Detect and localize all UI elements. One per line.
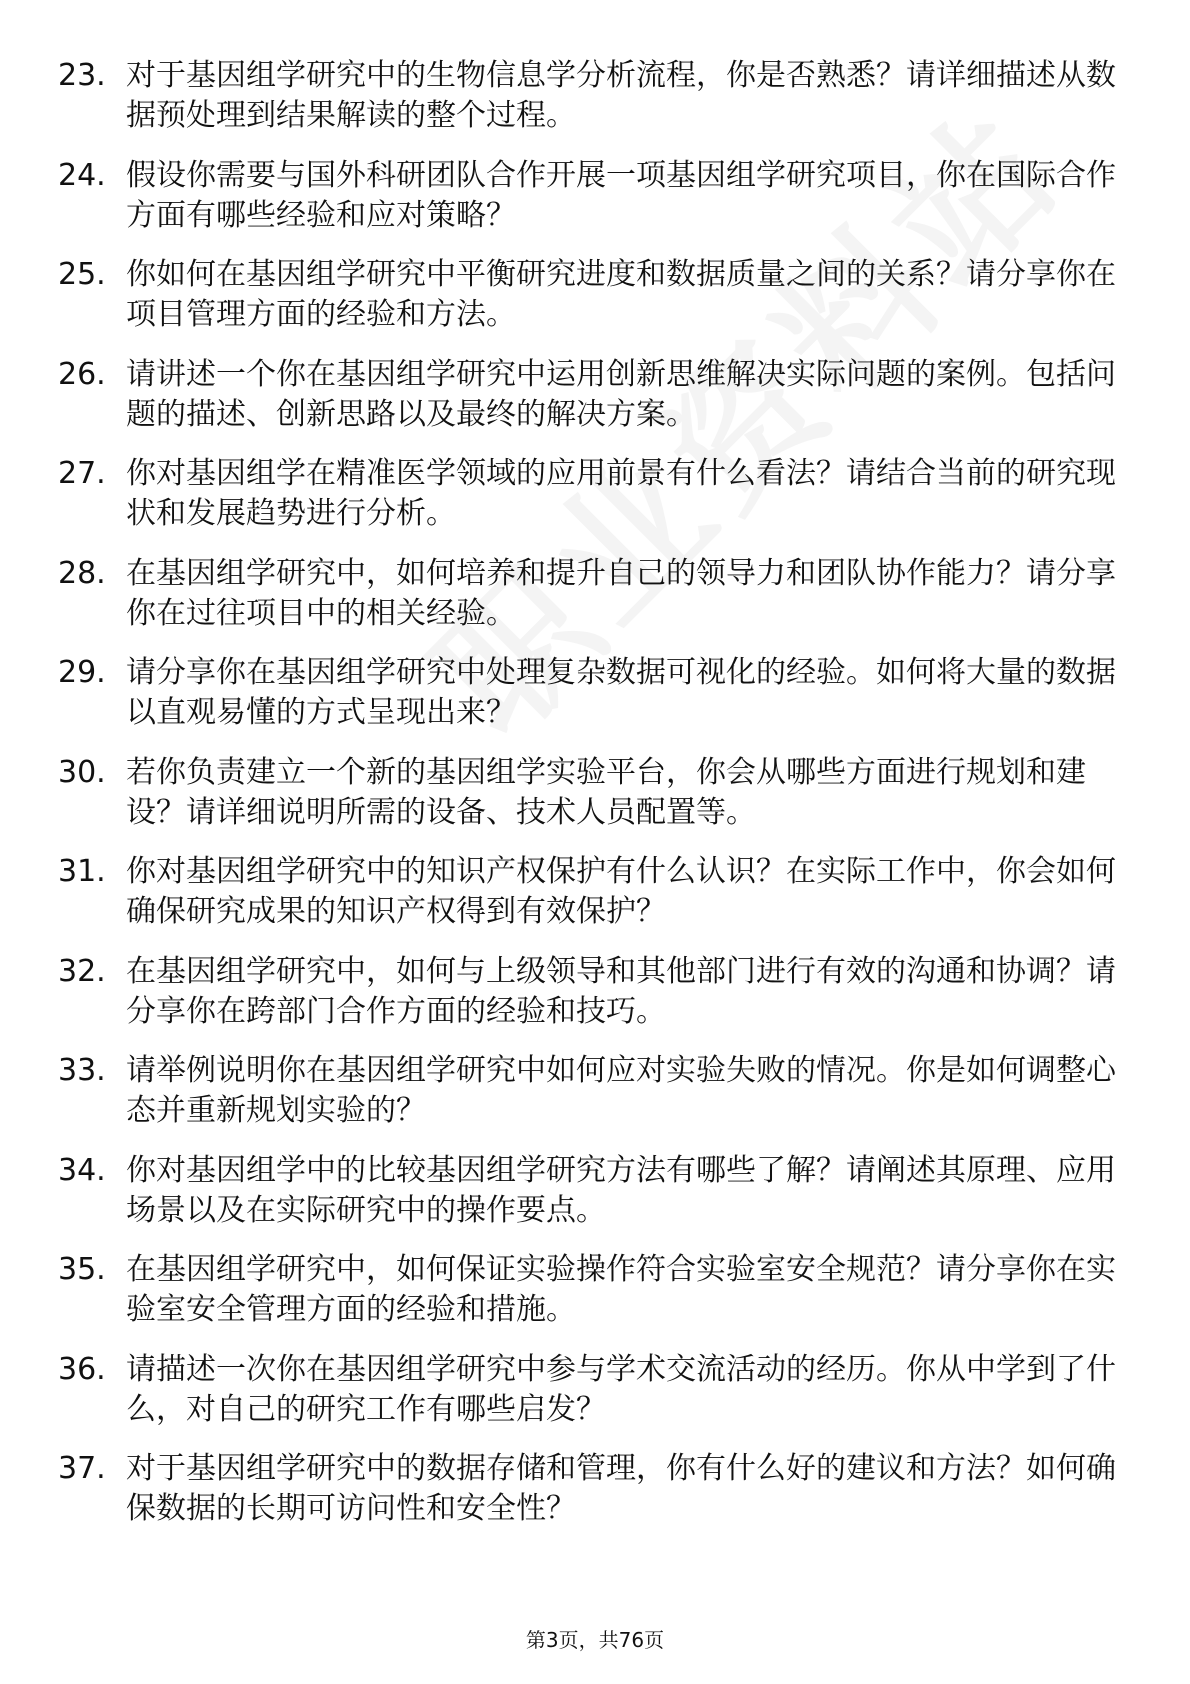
question-text: 在基因组学研究中，如何与上级领导和其他部门进行有效的沟通和协调？请分享你在跨部门合作方面的经验和技巧。: [126, 953, 1116, 1029]
question-text: 对于基因组学研究中的数据存储和管理，你有什么好的建议和方法？如何确保数据的长期可访问性和安全性？: [126, 1451, 1116, 1526]
question-item: [58, 554, 1118, 634]
question-text: 请描述一次你在基因组学研究中参与学术交流活动的经历。你从中学到了什么，对自己的研究工作有哪些启发？: [126, 1351, 1116, 1427]
question-number: 27.: [58, 456, 106, 491]
question-number: 29.: [58, 655, 106, 690]
question-item: [58, 852, 1118, 932]
question-number: 23.: [58, 58, 106, 93]
question-text: 你对基因组学在精准医学领域的应用前景有什么看法？请结合当前的研究现状和发展趋势进行分析。: [126, 456, 1116, 531]
question-number: 30.: [58, 754, 106, 790]
question-number: 31.: [58, 854, 106, 889]
question-item: [58, 156, 1118, 236]
question-text: 对于基因组学研究中的生物信息学分析流程，你是否熟悉？请详细描述从数据预处理到结果解读的整个过程。: [126, 58, 1116, 133]
question-number: 36.: [58, 1351, 106, 1387]
question-number: 33.: [58, 1053, 106, 1088]
question-item: [58, 753, 1118, 833]
question-text: 你对基因组学中的比较基因组学研究方法有哪些了解？请阐述其原理、应用场景以及在实际研究中的操作要点。: [126, 1152, 1116, 1228]
question-item: [58, 1051, 1118, 1131]
question-item: [58, 355, 1118, 435]
question-number: 24.: [58, 157, 106, 193]
question-number: 28.: [58, 555, 106, 591]
question-item: [58, 1449, 1118, 1529]
question-item: [58, 255, 1118, 335]
question-item: [58, 1250, 1118, 1330]
question-number: 26.: [58, 356, 106, 392]
question-text: 请举例说明你在基因组学研究中如何应对实验失败的情况。你是如何调整心态并重新规划实验的？: [126, 1053, 1116, 1128]
question-text: 在基因组学研究中，如何培养和提升自己的领导力和团队协作能力？请分享你在过往项目中的相关经验。: [126, 555, 1116, 631]
question-item: [58, 952, 1118, 1032]
question-text: 假设你需要与国外科研团队合作开展一项基因组学研究项目，你在国际合作方面有哪些经验和应对策略？: [126, 157, 1116, 233]
question-text: 在基因组学研究中，如何保证实验操作符合实验室安全规范？请分享你在实验室安全管理方面的经验和措施。: [126, 1252, 1116, 1327]
question-number: 35.: [58, 1252, 106, 1287]
question-list: [58, 56, 1118, 1549]
question-text: 请讲述一个你在基因组学研究中运用创新思维解决实际问题的案例。包括问题的描述、创新思路以及最终的解决方案。: [126, 356, 1116, 432]
question-number: 34.: [58, 1152, 106, 1188]
question-text: 请分享你在基因组学研究中处理复杂数据可视化的经验。如何将大量的数据以直观易懂的方式呈现出来？: [126, 655, 1116, 730]
question-number: 25.: [58, 257, 106, 292]
question-text: 你对基因组学研究中的知识产权保护有什么认识？在实际工作中，你会如何确保研究成果的知识产权得到有效保护？: [126, 854, 1116, 929]
question-text: 你如何在基因组学研究中平衡研究进度和数据质量之间的关系？请分享你在项目管理方面的经验和方法。: [126, 257, 1116, 332]
question-item: [58, 1350, 1118, 1430]
page-footer: [0, 1628, 1190, 1652]
question-item: [58, 653, 1118, 733]
question-text: 若你负责建立一个新的基因组学实验平台，你会从哪些方面进行规划和建设？请详细说明所需的设备、技术人员配置等。: [126, 754, 1086, 830]
question-item: [58, 454, 1118, 534]
question-number: 32.: [58, 953, 106, 989]
question-number: 37.: [58, 1451, 106, 1486]
page-indicator: 第3页，共76页: [525, 1628, 665, 1652]
question-item: [58, 56, 1118, 136]
question-item: [58, 1151, 1118, 1231]
